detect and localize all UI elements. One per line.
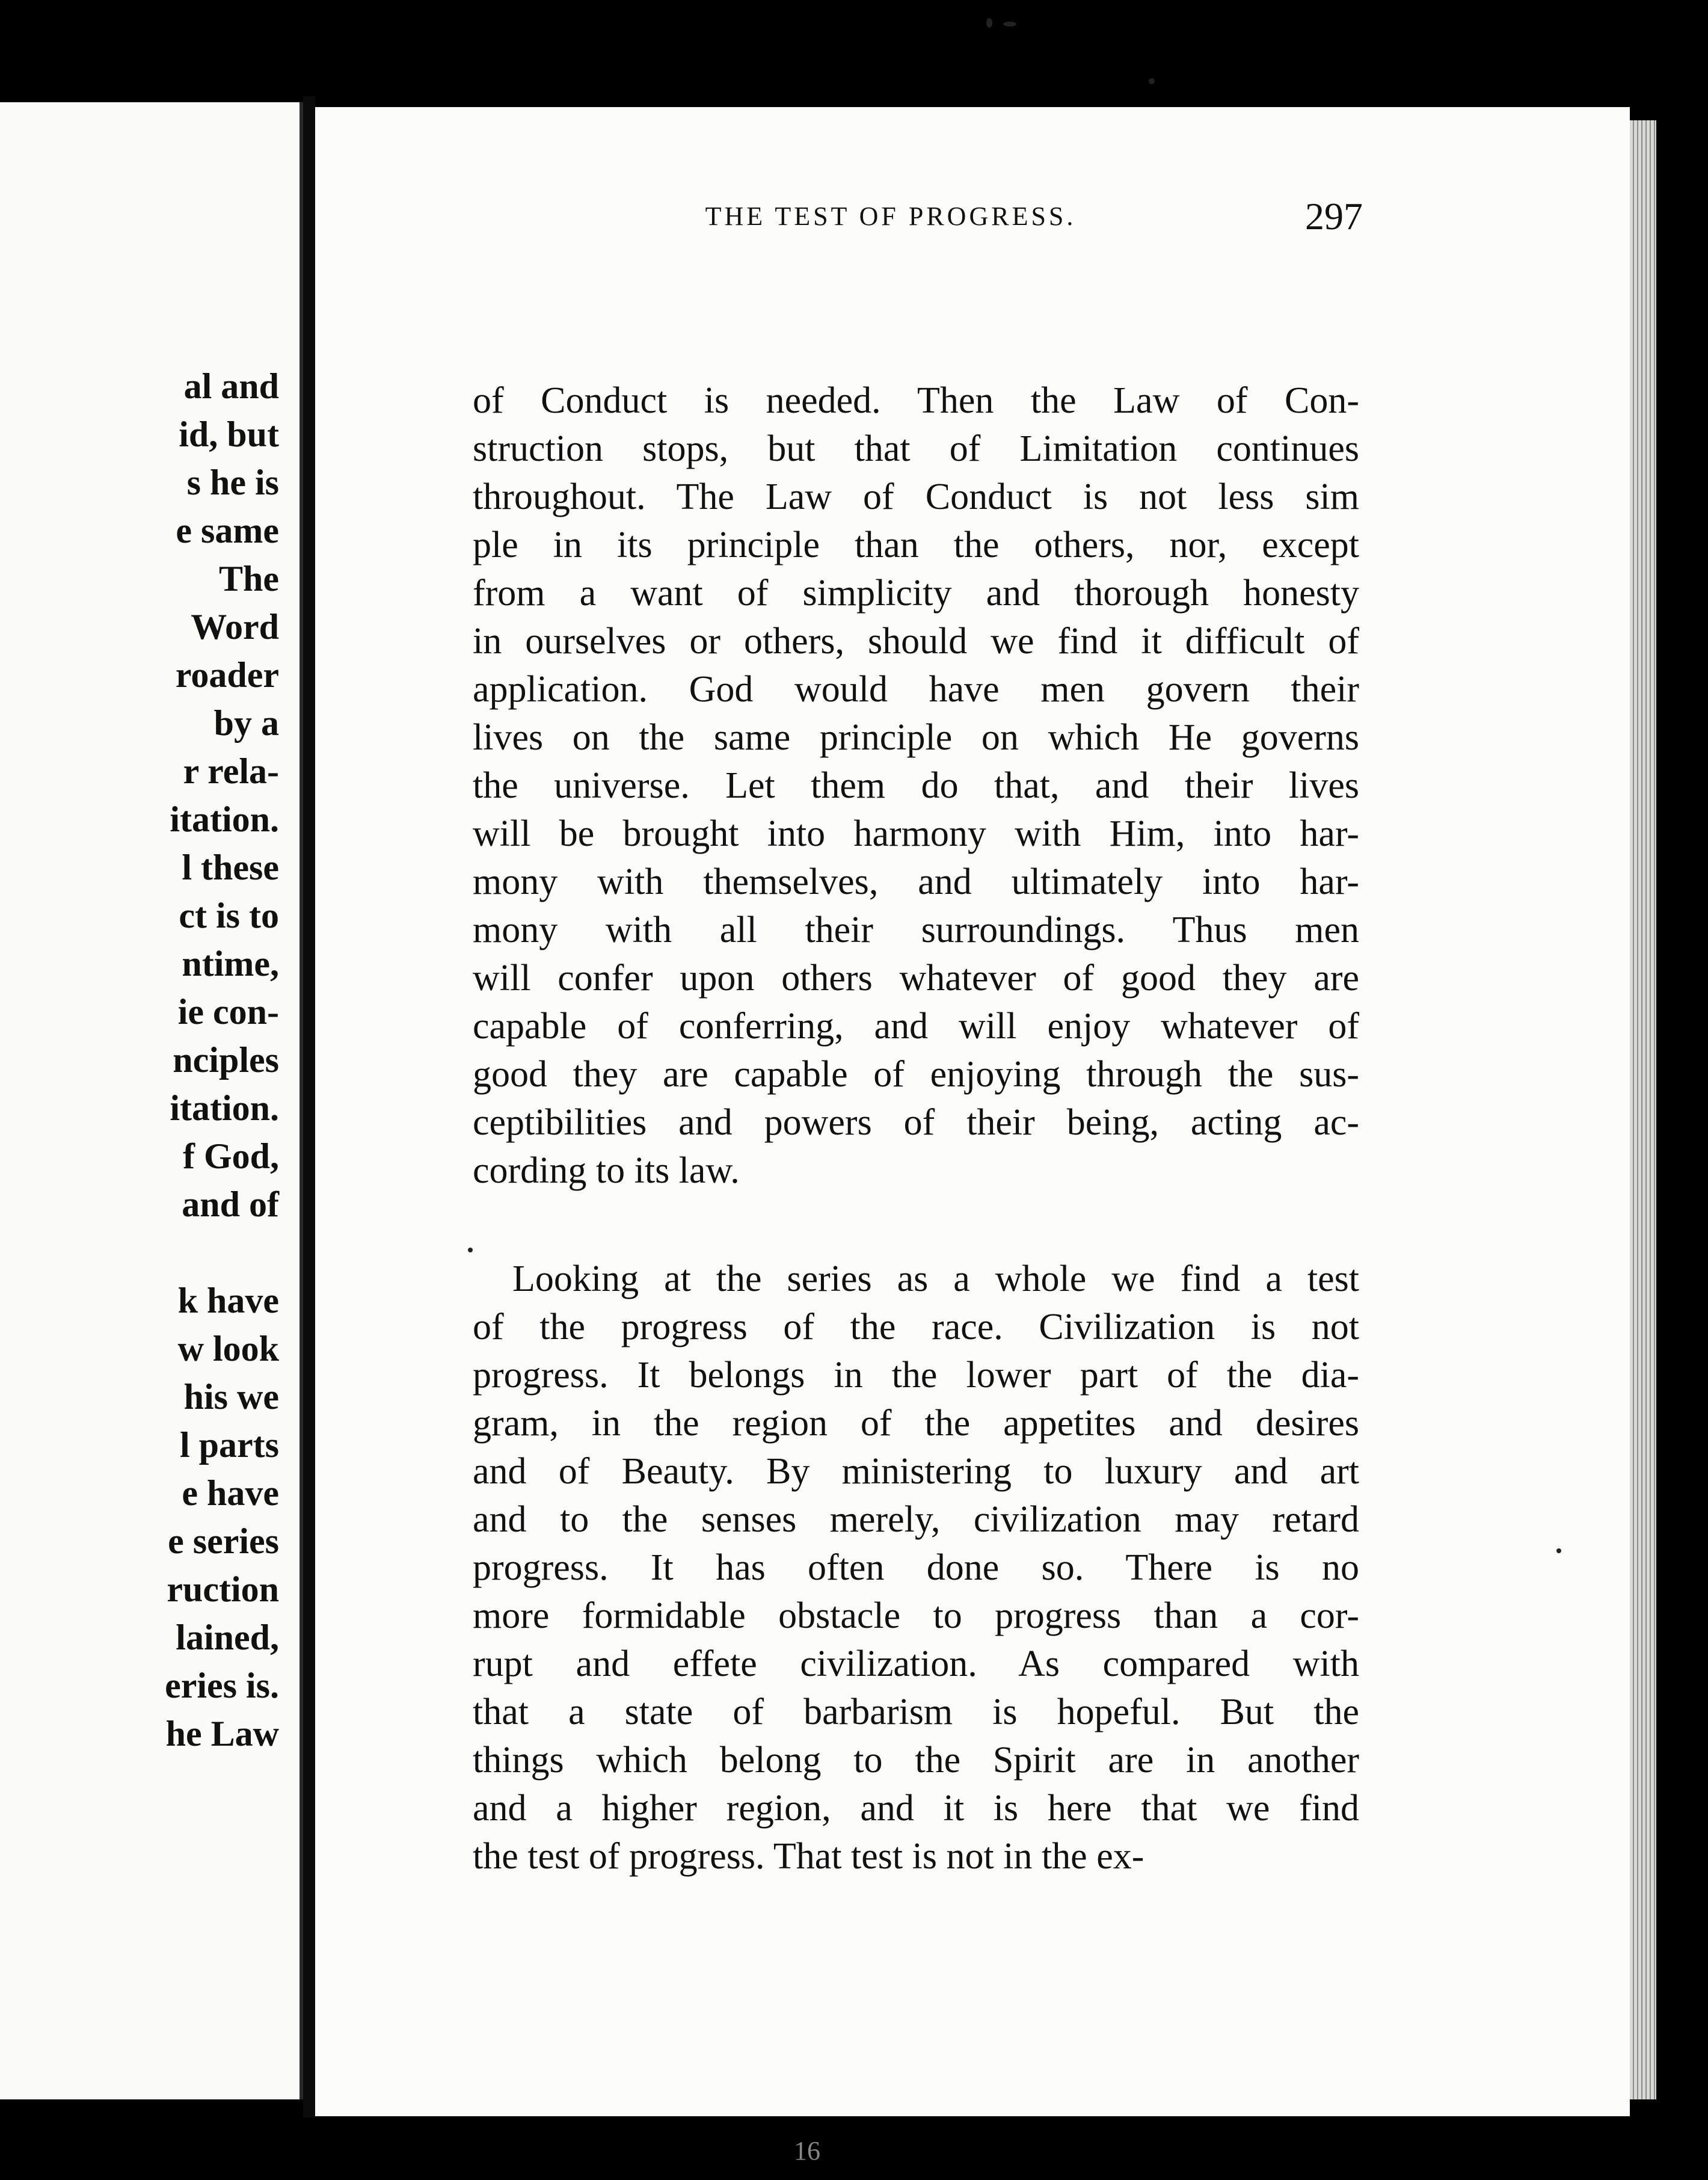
text-line: capable of conferring, and will enjoy whatever of bbox=[473, 1006, 1359, 1047]
text-line: Looking at the series as a whole we find a test bbox=[512, 1258, 1359, 1299]
text-line: that a state of barbarism is hopeful. But the bbox=[473, 1692, 1359, 1732]
text-line: and a higher region, and it is here that we find bbox=[473, 1788, 1359, 1829]
text-line: from a want of simplicity and thorough honesty bbox=[473, 573, 1359, 614]
text-line: of the progress of the race. Civilization is not bbox=[473, 1307, 1359, 1347]
page-edges bbox=[1630, 120, 1656, 2099]
facing-page-line: eries is. bbox=[165, 1666, 279, 1705]
ink-speck bbox=[468, 1248, 473, 1252]
facing-page-line: he Law bbox=[165, 1714, 279, 1754]
page-number: 297 bbox=[1305, 195, 1363, 238]
text-line: the universe. Let them do that, and their lives bbox=[473, 765, 1359, 806]
ink-speck bbox=[1003, 22, 1016, 26]
text-line: of Conduct is needed. Then the Law of Con- bbox=[473, 380, 1359, 421]
facing-page-line: roader bbox=[175, 655, 279, 695]
signature-mark: 16 bbox=[794, 2136, 820, 2166]
facing-page-line: id, but bbox=[179, 414, 279, 454]
text-line: progress. It belongs in the lower part of the dia- bbox=[473, 1355, 1359, 1396]
running-head-title: THE TEST OF PROGRESS. bbox=[705, 202, 1077, 231]
text-line: throughout. The Law of Conduct is not less sim bbox=[473, 476, 1359, 517]
facing-page-line: s he is bbox=[186, 463, 279, 502]
text-line: application. God would have men govern their bbox=[473, 669, 1359, 710]
facing-page-line: The bbox=[218, 559, 279, 599]
text-line: ple in its principle than the others, nor, except bbox=[473, 525, 1359, 565]
text-line: struction stops, but that of Limitation continues bbox=[473, 428, 1359, 469]
text-line: ceptibilities and powers of their being, acting ac- bbox=[473, 1102, 1359, 1143]
facing-page-line: w look bbox=[177, 1329, 279, 1369]
text-line: mony with themselves, and ultimately into har- bbox=[473, 861, 1359, 902]
facing-page-line: r rela- bbox=[183, 751, 279, 791]
text-line: mony with all their surroundings. Thus men bbox=[473, 910, 1359, 950]
text-line: things which belong to the Spirit are in another bbox=[473, 1740, 1359, 1781]
running-head bbox=[419, 192, 1363, 241]
facing-page-line: k have bbox=[177, 1281, 279, 1320]
facing-page-line: ct is to bbox=[179, 896, 279, 935]
facing-page-line: e series bbox=[168, 1521, 279, 1561]
text-line: will be brought into harmony with Him, into har- bbox=[473, 813, 1359, 854]
text-line: more formidable obstacle to progress than a cor- bbox=[473, 1595, 1359, 1636]
facing-page-line: and of bbox=[182, 1184, 279, 1224]
text-line: gram, in the region of the appetites and desires bbox=[473, 1403, 1359, 1444]
facing-page-line: itation. bbox=[170, 1088, 279, 1128]
facing-page-line: nciples bbox=[173, 1040, 279, 1080]
facing-page-line: e have bbox=[182, 1473, 279, 1513]
ink-speck bbox=[1149, 78, 1155, 84]
text-line: lives on the same principle on which He governs bbox=[473, 717, 1359, 758]
facing-page-line: al and bbox=[183, 366, 279, 406]
text-line: rupt and effete civilization. As compared with bbox=[473, 1643, 1359, 1684]
book-gutter bbox=[303, 96, 315, 2117]
text-line: the test of progress. That test is not in the ex- bbox=[473, 1836, 1144, 1877]
facing-page-line: by a bbox=[214, 703, 279, 743]
text-line: cording to its law. bbox=[473, 1150, 740, 1191]
facing-page-line: his we bbox=[183, 1377, 279, 1417]
text-line: good they are capable of enjoying through the sus- bbox=[473, 1054, 1359, 1095]
text-line: in ourselves or others, should we find it difficult of bbox=[473, 621, 1359, 662]
ink-speck bbox=[986, 18, 992, 28]
facing-page-line: l parts bbox=[180, 1425, 279, 1465]
facing-page-line: lained, bbox=[176, 1618, 279, 1657]
facing-page-fragment bbox=[0, 102, 303, 2099]
text-line: will confer upon others whatever of good they are bbox=[473, 958, 1359, 999]
facing-page-line: f God, bbox=[182, 1136, 279, 1176]
facing-page-line: Word bbox=[191, 607, 279, 647]
facing-page-line: ntime, bbox=[182, 944, 279, 984]
facing-page-line: e same bbox=[176, 511, 279, 550]
text-line: and to the senses merely, civilization may retard bbox=[473, 1499, 1359, 1540]
text-line: progress. It has often done so. There is no bbox=[473, 1547, 1359, 1588]
facing-page-line: ruction bbox=[167, 1569, 279, 1609]
ink-speck bbox=[1556, 1548, 1561, 1553]
facing-page-line: l these bbox=[182, 848, 279, 887]
facing-page-line: ie con- bbox=[177, 992, 279, 1032]
text-line: and of Beauty. By ministering to luxury and art bbox=[473, 1451, 1359, 1492]
facing-page-line: itation. bbox=[170, 799, 279, 839]
